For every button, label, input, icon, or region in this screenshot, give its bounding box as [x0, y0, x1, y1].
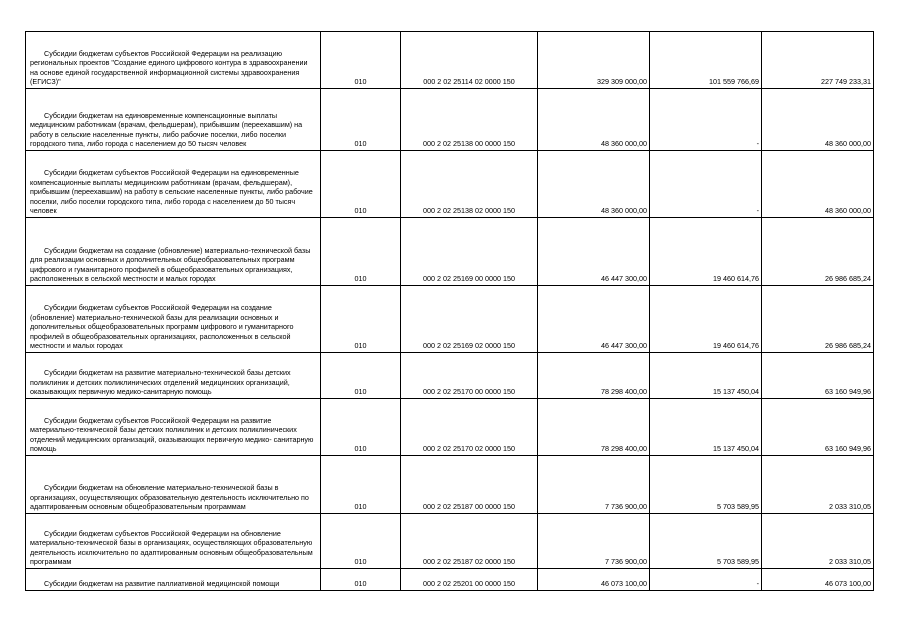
row-code: 010: [321, 218, 401, 286]
table-row: [26, 514, 874, 569]
row-executed-amount: 5 703 589,95: [650, 456, 762, 514]
row-approved-amount: 48 360 000,00: [538, 89, 650, 151]
row-remaining-amount: 48 360 000,00: [762, 89, 874, 151]
table-row: [26, 89, 874, 151]
row-description: Субсидии бюджетам субъектов Российской Федерации на создание (обновление) материально-технической базы для реализации основных и дополнительных общеобразовательных программ цифрового и гуманитарного профилей в общеобразовательных организациях, расположенных в сельской местности и малых городах: [26, 286, 321, 353]
table-row: [26, 353, 874, 399]
row-executed-amount: 5 703 589,95: [650, 514, 762, 569]
row-approved-amount: 48 360 000,00: [538, 151, 650, 218]
row-description: Субсидии бюджетам субъектов Российской Федерации на реализацию региональных проектов "Создание единого цифрового контура в здравоохранении на основе единой государственной информационной системы здравоохранения (ЕГИСЗ)": [26, 32, 321, 89]
row-executed-amount: 101 559 766,69: [650, 32, 762, 89]
row-classification-code: 000 2 02 25170 02 0000 150: [401, 399, 538, 456]
table-row: [26, 569, 874, 591]
row-executed-amount: 19 460 614,76: [650, 218, 762, 286]
row-approved-amount: 329 309 000,00: [538, 32, 650, 89]
row-executed-amount: -: [650, 569, 762, 591]
row-approved-amount: 78 298 400,00: [538, 399, 650, 456]
row-description: Субсидии бюджетам на единовременные компенсационные выплаты медицинским работникам (врачам, фельдшерам), прибывшим (переехавшим) на работу в сельские населенные пункты, либо рабочие поселки, либо поселки городского типа, либо города с населением до 50 тысяч человек: [26, 89, 321, 151]
row-classification-code: 000 2 02 25201 00 0000 150: [401, 569, 538, 591]
row-description: Субсидии бюджетам субъектов Российской Федерации на развитие материально-технической базы детских поликлиник и детских поликлинических отделений медицинских организаций, оказывающих первичную медико- санитарную помощь: [26, 399, 321, 456]
row-classification-code: 000 2 02 25169 02 0000 150: [401, 286, 538, 353]
row-classification-code: 000 2 02 25169 00 0000 150: [401, 218, 538, 286]
row-code: 010: [321, 399, 401, 456]
row-code: 010: [321, 32, 401, 89]
row-description: Субсидии бюджетам на развитие материально-технической базы детских поликлиник и детских поликлинических отделений медицинских организаций, оказывающих первичную медико-санитарную помощь: [26, 353, 321, 399]
table-row: [26, 399, 874, 456]
budget-table: [25, 31, 874, 591]
row-remaining-amount: 48 360 000,00: [762, 151, 874, 218]
table-row: [26, 218, 874, 286]
row-approved-amount: 7 736 900,00: [538, 456, 650, 514]
row-remaining-amount: 26 986 685,24: [762, 286, 874, 353]
row-code: 010: [321, 514, 401, 569]
row-remaining-amount: 2 033 310,05: [762, 456, 874, 514]
row-description: Субсидии бюджетам на развитие паллиативной медицинской помощи: [26, 569, 321, 591]
row-executed-amount: 15 137 450,04: [650, 353, 762, 399]
row-remaining-amount: 63 160 949,96: [762, 399, 874, 456]
row-approved-amount: 46 447 300,00: [538, 218, 650, 286]
table-row: [26, 151, 874, 218]
row-remaining-amount: 227 749 233,31: [762, 32, 874, 89]
row-executed-amount: -: [650, 89, 762, 151]
row-description: Субсидии бюджетам на обновление материально-технической базы в организациях, осуществляющих образовательную деятельность исключительно по адаптированным основным общеобразовательным программам: [26, 456, 321, 514]
row-code: 010: [321, 456, 401, 514]
row-classification-code: 000 2 02 25138 02 0000 150: [401, 151, 538, 218]
table-row: [26, 286, 874, 353]
row-remaining-amount: 63 160 949,96: [762, 353, 874, 399]
table-row: [26, 456, 874, 514]
row-classification-code: 000 2 02 25187 00 0000 150: [401, 456, 538, 514]
row-classification-code: 000 2 02 25170 00 0000 150: [401, 353, 538, 399]
row-description: Субсидии бюджетам субъектов Российской Федерации на обновление материально-технической базы в организациях, осуществляющих образовательную деятельность исключительно по адаптированным основным общеобразовательным программам: [26, 514, 321, 569]
row-approved-amount: 46 073 100,00: [538, 569, 650, 591]
row-remaining-amount: 46 073 100,00: [762, 569, 874, 591]
row-approved-amount: 7 736 900,00: [538, 514, 650, 569]
row-remaining-amount: 2 033 310,05: [762, 514, 874, 569]
row-approved-amount: 78 298 400,00: [538, 353, 650, 399]
row-classification-code: 000 2 02 25187 02 0000 150: [401, 514, 538, 569]
table-row: [26, 32, 874, 89]
row-executed-amount: 15 137 450,04: [650, 399, 762, 456]
row-description: Субсидии бюджетам субъектов Российской Федерации на единовременные компенсационные выплаты медицинским работникам (врачам, фельдшерам), прибывшим (переехавшим) на работу в сельские населенные пункты, либо рабочие поселки, либо поселки городского типа, либо города с населением до 50 тысяч человек: [26, 151, 321, 218]
row-description: Субсидии бюджетам на создание (обновление) материально-технической базы для реализации основных и дополнительных общеобразовательных программ цифрового и гуманитарного профилей в общеобразовательных организациях, расположенных в сельской местности и малых городах: [26, 218, 321, 286]
row-classification-code: 000 2 02 25138 00 0000 150: [401, 89, 538, 151]
row-code: 010: [321, 286, 401, 353]
row-code: 010: [321, 569, 401, 591]
row-classification-code: 000 2 02 25114 02 0000 150: [401, 32, 538, 89]
budget-table-body: [26, 32, 874, 591]
row-executed-amount: -: [650, 151, 762, 218]
row-code: 010: [321, 151, 401, 218]
row-code: 010: [321, 89, 401, 151]
row-code: 010: [321, 353, 401, 399]
row-executed-amount: 19 460 614,76: [650, 286, 762, 353]
row-remaining-amount: 26 986 685,24: [762, 218, 874, 286]
row-approved-amount: 46 447 300,00: [538, 286, 650, 353]
